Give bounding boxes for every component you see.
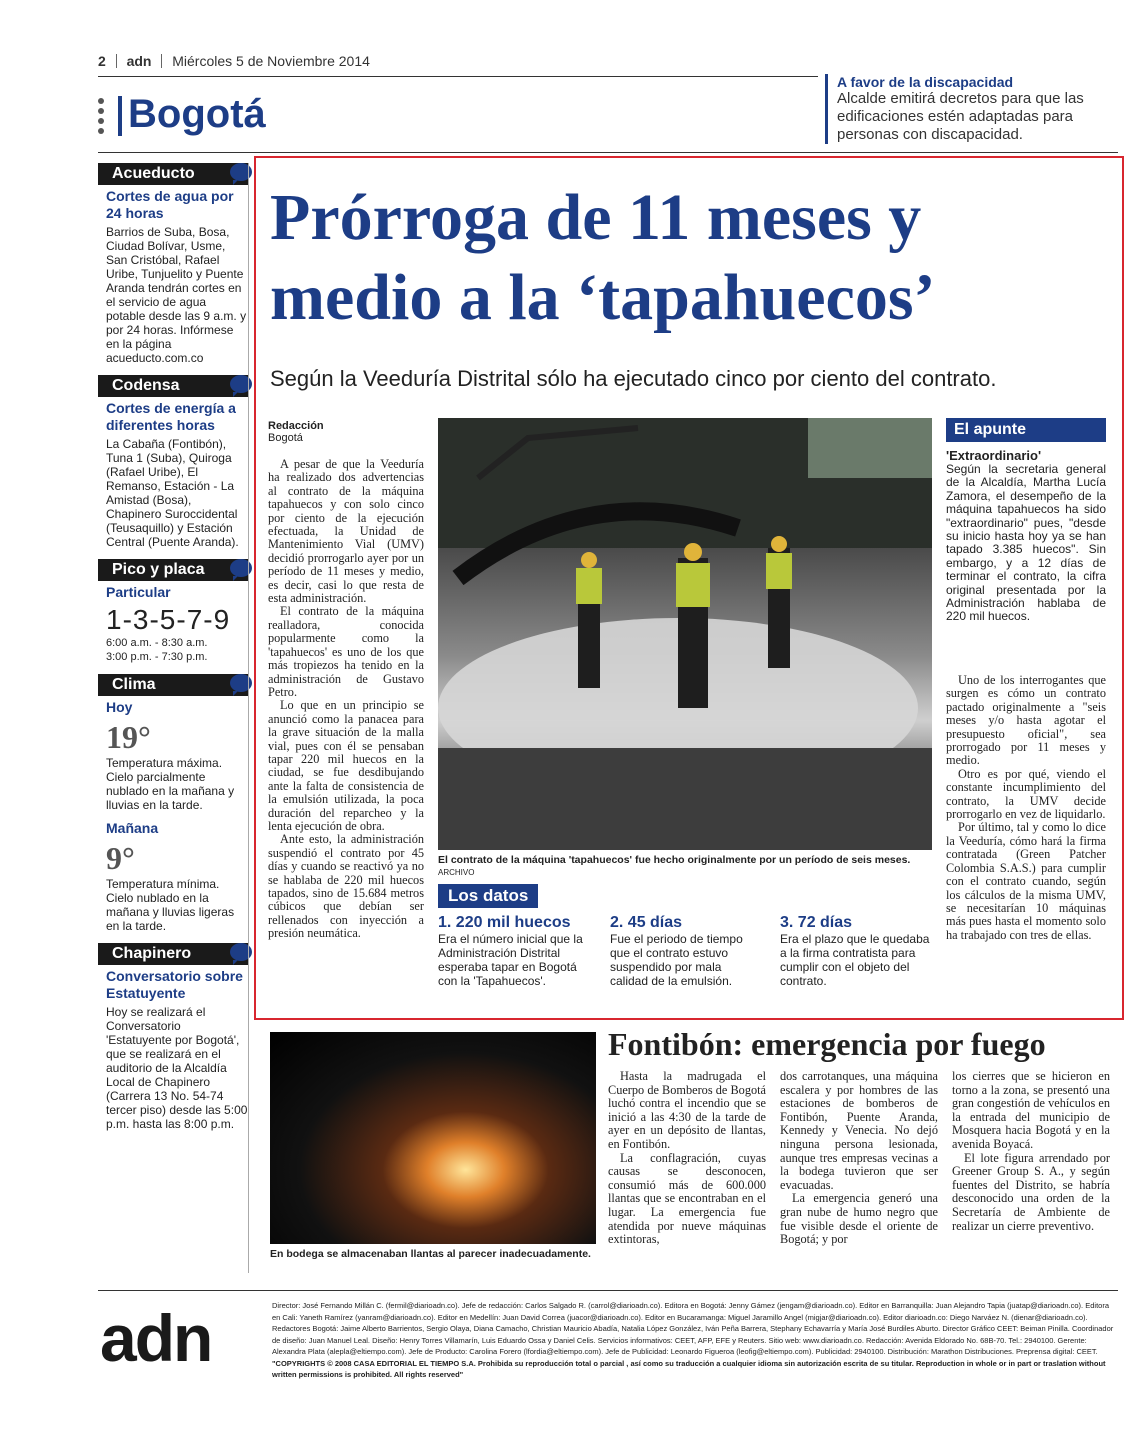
byline-author: Redacción [268,420,324,432]
adn-logo: adn [100,1301,212,1375]
story-paragraph: Por último, tal y como lo dice la Veeduría, cómo hará la firma contratada (Green Patcher Colombia S.A.S.) para cumplir con el contrato cuando, según los cálculos de la misma UMV, se necesitarían 10 máquinas más pues hasta el momento solo ha trabajado con tres de ellas. [946,820,1106,942]
apunte-text: Según la secretaria general de la Alcaldía, Martha Lucía Zamora, el desempeño de la máquina tapahuecos ha sido "extraordinario" pues, "desde su inicio hasta hoy ya se han tapado 3.385 huecos". Sin embargo, y a 12 días de terminar el contrato, la cifra original presentada por la Administración hablaba de 220 mil huecos. [946,462,1106,624]
pico-box [98,559,248,664]
dato-number: 1. 220 mil huecos [438,914,571,931]
byline-place: Bogotá [268,432,303,444]
dato-item [610,914,760,988]
divider [161,54,162,68]
teaser-text: Alcalde emitirá decretos para que las edificaciones estén adaptadas para personas con discapacidad. [837,90,1084,143]
story-paragraph: Uno de los interrogantes que surgen es cómo un contrato pactado originalmente a "seis meses y/o hasta agotar el presupuesto oficial", sea prorrogado por 11 meses y medio. [946,673,1106,768]
acueducto-box [98,163,248,365]
pico-digits: 1-3-5-7-9 [106,604,231,635]
teaser-title: A favor de la discapacidad [837,74,1014,90]
story-column-1 [268,458,424,941]
divider [116,54,117,68]
story-paragraph: los cierres que se hicieron en torno a la zona, se presentó una gran congestión de vehículos en la entrada del municipio de Mosquera hacia Bogotá y en la avenida Boyacá. [952,1069,1110,1151]
fontibon-headline[interactable]: Fontibón: emergencia por fuego [608,1026,1046,1062]
copyright-text: "COPYRIGHTS © 2008 CASA EDITORIAL EL TIEMPO S.A. Prohibida su reproducción total o parcial , así como su traducción a cualquier idioma sin autorización escrita de su titular. Reproduction in whole or in part or traslation without written permissions is prohibited. All rights reserved" [272,1358,1106,1379]
story-paragraph: La conflagración, cuyas causas se desconocen, consumió más de 600.000 llantas que se encontraban en el lugar. La emergencia fue atendida por nueve máquinas extintoras, [608,1150,766,1247]
brand-mark: adn [126,53,152,70]
datos-head: Los datos [438,884,538,908]
chapinero-head: Chapinero [98,943,248,965]
acueducto-text: Barrios de Suba, Bosa, Ciudad Bolívar, Usme, San Cristóbal, Rafael Uribe, Tunjuelito y Puente Aranda tendrán cortes en el servicio de agua potable desde las 9 a.m. y por 24 horas. Infórmese en la página acueducto.com.co [106,225,247,365]
byline [268,420,324,444]
clima-tomorrow-text: Temperatura mínima. Cielo nublado en la mañana y lluvias ligeras en la tarde. [106,877,235,933]
apunte-box [946,418,1106,624]
chapinero-text: Hoy se realizará el Conversatorio 'Estatuyente por Bogotá', que se realizará en el auditorio de la Alcaldía Local de Chapinero (Carrera 13 No. 54-74 tercer piso) desde las 5:00 p.m. hasta las 8:00 p.m. [106,1005,248,1131]
chapinero-box [98,943,248,1131]
clima-today: Hoy [106,699,133,715]
main-headline[interactable]: Prórroga de 11 meses y medio a la ‘tapahuecos’ [270,181,936,334]
story-paragraph: dos carrotanques, una máquina escalera y por hombres de las estaciones de bomberos de Fontibón, Puente Aranda, Kennedy y Venecia. No dejó ninguna persona lesionada, aunque tres empresas vecinas a la bodega tuvieron que ser evacuadas. [780,1069,938,1192]
pothole-machine-image [438,418,932,850]
dato-text: Era el plazo que le quedaba a la firma contratista para cumplir con el objeto del contrato. [780,932,930,988]
page-header [98,52,1118,76]
credits [272,1300,1118,1381]
story-column-3 [946,674,1106,942]
fire-caption: En bodega se almacenaban llantas al parecer inadecuadamente. [270,1248,591,1260]
clima-today-temp: 19° [106,719,151,755]
acueducto-sub: Cortes de agua por 24 horas [106,188,234,221]
story-paragraph: La emergencia generó una gran nube de humo negro que fue visible desde el oriente de Bogotá; y por [780,1191,938,1247]
photo-caption [438,854,932,878]
dato-item [438,914,588,988]
codensa-text: La Cabaña (Fontibón), Tuna 1 (Suba), Quiroga (Rafael Uribe), El Remanso, Estación - La Amistad (Bosa), Chapinero Suroccidental (Teusaquillo) y Estación Central (Puente Aranda). [106,437,239,549]
codensa-box [98,375,248,549]
fontibon-column-3 [952,1070,1110,1233]
pico-hours-am: 6:00 a.m. - 8:30 a.m. [106,637,208,649]
clima-tomorrow: Mañana [106,820,159,836]
teaser-bar [825,74,828,144]
clima-head: Clima [98,674,248,696]
clima-today-text: Temperatura máxima. Cielo parcialmente nublado en la mañana y lluvias en la tarde. [106,756,235,812]
story-paragraph: Hasta la madrugada el Cuerpo de Bomberos de Bogotá luchó contra el incendio que se inició a las 4:30 de la tarde de ayer en un depósito de llantas, en Fontibón. [608,1069,766,1151]
datos-box [438,884,934,988]
codensa-sub: Cortes de energía a diferentes horas [106,400,236,433]
story-paragraph: Otro es por qué, viendo el constante incumplimiento del contrato, la UMV decide prorrogarlo en vez de liquidarlo. [946,766,1106,822]
main-deck: Según la Veeduría Distrital sólo ha ejecutado cinco por ciento del contrato. [270,366,997,391]
sidebar-divider [248,163,249,1273]
dato-text: Era el número inicial que la Administración Distrital esperaba tapar en Bogotá con la 'Tapahuecos'. [438,932,583,988]
section-bar [118,96,122,136]
clima-tomorrow-temp: 9° [106,840,135,876]
sidebar [98,163,248,1141]
story-paragraph: Ante esto, la administración suspendió el contrato por 45 días y cuando se reactivó ya no se hablaba de 220 mil huecos tapados, sino de 15.684 metros cúbicos que debían ser rellenados con inyección a presión neumática. [268,832,424,941]
fontibon-column-1 [608,1070,766,1247]
apunte-sub: 'Extraordinario' [946,448,1042,463]
apunte-head: El apunte [946,418,1106,442]
pico-sub: Particular [106,584,171,600]
issue-date: Miércoles 5 de Noviembre 2014 [172,53,370,70]
page-number: 2 [98,53,106,70]
section-title: Bogotá [128,92,266,136]
pico-head: Pico y placa [98,559,248,581]
fontibon-column-2 [780,1070,938,1247]
footer-rule [98,1290,1118,1291]
dato-number: 2. 45 días [610,914,683,931]
caption-credit: ARCHIVO [438,868,475,877]
dato-text: Fue el periodo de tiempo que el contrato estuvo suspendido por mala calidad de la emulsión. [610,932,743,988]
story-paragraph: El contrato de la máquina realladora, conocida popularmente como la 'tapahuecos' es uno de los que más tropiezos ha tenido en la administración de Gustavo Petro. [268,604,424,699]
credits-text: Director: José Fernando Millán C. (fermil@diarioadn.co). Jefe de redacción: Carlos Salgado R. (carrol@diarioadn.co). Editora en Bogotá: Jenny Gámez (jengam@diarioadn.co). Editor en Barranquilla: Juan Alejandro Tapia (juatap@diarioadn.co). Editora en Cali: Yaneth Ramírez (yanram@diarioadn.co). Editor en Medellín: Juan David Correa (juacor@diarioadn.co). Editor en Bucaramanga: Miguel Jaramillo Angel (migjar@diarioadn.co). Editor diarioadn.co: Diego Narváez N. (dienar@diarioadn.co). Redactores Bogotá: Jaime Alberto Barrientos, Sergio Olaya, Diana Camacho, Christian Mauricio Abadía, Natalia López González, Iván Peña Barrera, Stephany Echavarría y María José Burdiles Aburto. Director Gráfico CEET: Beiman Pinilla. Coordinador de diseño: Juan Manuel Leal. Diseño: Henry Torres Villamarín, Luis Eduardo Ossa y Daniel Celis. Servicios informativos: CEET, AFP, EFE y Reuters. Sitio web: www.diarioadn.co. Redacción: Avenida Eldorado No. 68B-70. Tel.: 2940100. Gerente: Alexandra Plata (alepla@eltiempo.com). Jefe de Producto: Carolina Forero (lfordia@eltiempo.com). Jefe de Publicidad: Leonardo Figueroa (leofig@eltiempo.com). Publicidad: 2940100. Distribución: Marathon Distribuciones. Preprensa digital: CEET. [272,1301,1114,1356]
story-paragraph: A pesar de que la Veeduría ha realizado dos advertencias al contrato de la máquina tapahuecos y con solo cinco por ciento de la ejecución efectuada, la Unidad de Mantenimiento Vial (UMV) decidió prorrogarlo ayer por un período de 11 meses y medio, es decir, casi lo que resta de esta administración. [268,457,424,606]
main-photo [438,418,932,850]
pico-hours-pm: 3:00 p.m. - 7:30 p.m. [106,651,208,663]
chapinero-sub: Conversatorio sobre Estatuyente [106,968,243,1001]
caption-text: El contrato de la máquina 'tapahuecos' fue hecho originalmente por un período de seis meses. [438,854,911,866]
codensa-head: Codensa [98,375,248,397]
section-rule [98,152,1118,153]
clima-box [98,674,248,933]
fire-photo [270,1032,596,1244]
dato-item [780,914,930,988]
header-rule [98,76,818,77]
section-dots-icon [98,98,108,138]
acueducto-head: Acueducto [98,163,248,185]
story-paragraph: El lote figura arrendado por Greener Group S. A., y según fuentes del Distrito, se habría desconocido una orden de la Secretaría de Ambiente de realizar un cierre preventivo. [952,1150,1110,1233]
story-paragraph: Lo que en un principio se anunció como la panacea para la grave situación de la malla vial, pues con él se pensaban tapar 220 mil huecos en la ciudad, se fue desdibujando ante la falta de consistencia de la emulsión utilizada, la poca duración del reparcheo y la lenta ejecución de obra. [268,698,424,833]
dato-number: 3. 72 días [780,914,853,931]
teaser[interactable] [825,74,1115,144]
